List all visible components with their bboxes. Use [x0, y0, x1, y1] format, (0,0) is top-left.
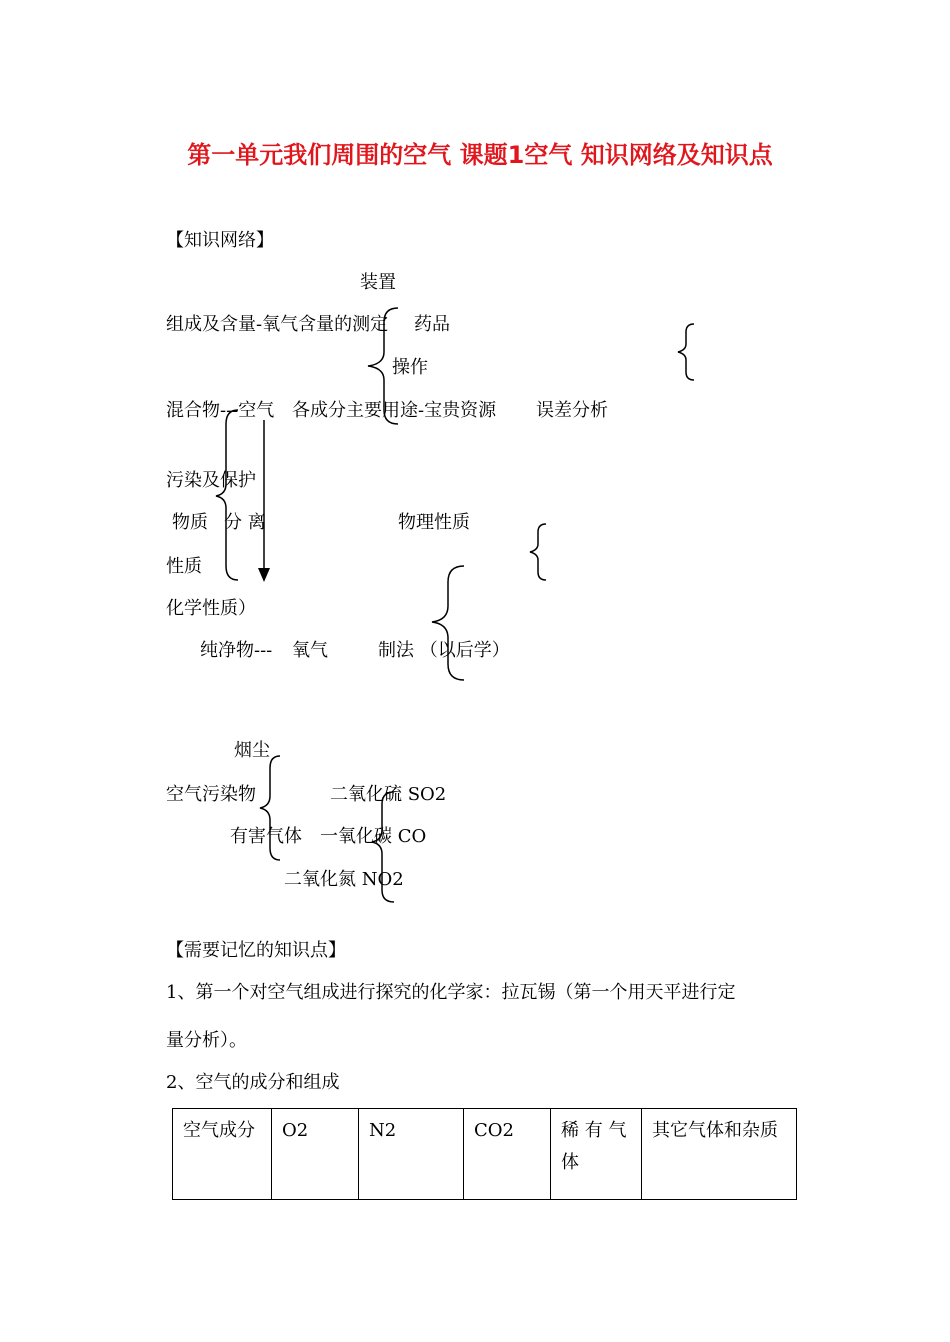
pollutant-harmful-gas: 有害气体 — [230, 826, 302, 847]
node-separation: 分 离 — [224, 512, 266, 533]
node-preparation: 制法 （以后学） — [378, 640, 510, 661]
table-cell-n2: N2 — [359, 1109, 464, 1200]
brace-harmful — [372, 792, 394, 902]
pollutant-so2: 二氧化硫 SO2 — [330, 784, 447, 805]
node-physical-properties: 物理性质 — [398, 512, 470, 533]
pollutant-label: 空气污染物 — [166, 784, 256, 805]
brace-air-left — [216, 410, 238, 580]
node-error-analysis: 误差分析 — [536, 400, 608, 421]
node-operation: 操作 — [392, 357, 428, 378]
table-cell-air-component: 空气成分 — [173, 1109, 272, 1200]
table-cell-noble-gas: 稀 有 气 体 — [551, 1109, 642, 1200]
memo-item2: 2、空气的成分和组成 — [166, 1072, 340, 1093]
node-pollution-protection: 污染及保护 — [166, 470, 256, 491]
network-heading: 【知识网络】 — [166, 230, 274, 251]
air-composition-table — [172, 1108, 797, 1200]
table-row — [173, 1109, 797, 1200]
node-chemical-properties: 化学性质） — [166, 598, 256, 619]
node-mixture-air: 混合物---空气 — [166, 400, 275, 421]
node-pure-substance: 纯净物--- — [200, 640, 273, 661]
table-cell-o2: O2 — [272, 1109, 359, 1200]
node-reagents: 药品 — [414, 314, 450, 335]
brace-measurement — [368, 308, 398, 424]
brace-pollutant — [260, 756, 280, 860]
memo-heading: 【需要记忆的知识点】 — [166, 940, 346, 961]
page-title: 第一单元我们周围的空气 课题1空气 知识网络及知识点 — [187, 141, 773, 169]
table-cell-other-gases: 其它气体和杂质 — [642, 1109, 797, 1200]
node-composition: 组成及含量-氧气含量的测定 — [166, 314, 389, 335]
node-oxygen: 氧气 — [292, 640, 328, 661]
brace-oxygen — [432, 566, 464, 680]
pollutant-co: 一氧化碳 CO — [320, 826, 427, 847]
memo-item1-line1: 1、第一个对空气组成进行探究的化学家：拉瓦锡（第一个用天平进行定 — [166, 982, 736, 1003]
node-device: 装置 — [360, 272, 396, 293]
node-properties: 性质 — [166, 556, 202, 577]
pollutant-no2: 二氧化氮 NO2 — [284, 869, 404, 890]
node-uses: 各成分主要用途-宝贵资源 — [292, 400, 497, 421]
brace-right-mid — [530, 524, 546, 580]
node-substance: 物质 — [172, 512, 208, 533]
pollutant-dust: 烟尘 — [234, 740, 270, 761]
table-cell-co2: CO2 — [464, 1109, 551, 1200]
arrow-head — [258, 568, 270, 582]
memo-item1-line2: 量分析）。 — [166, 1030, 247, 1051]
brace-right-top — [678, 324, 694, 380]
